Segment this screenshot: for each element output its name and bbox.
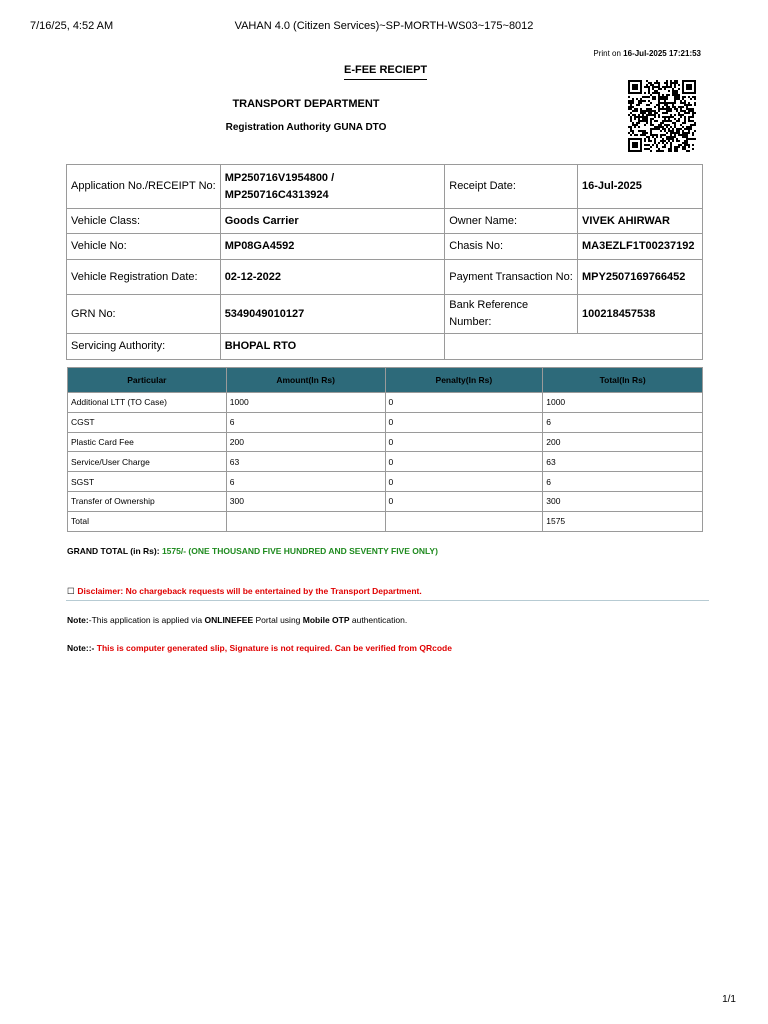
fee-table: [67, 367, 703, 532]
print-on-label: Print on: [593, 49, 621, 58]
column-header-penalty: Penalty(In Rs): [385, 368, 543, 393]
total-cell: 1000: [543, 393, 703, 413]
info-row: [67, 165, 703, 209]
owner-name-label: Owner Name:: [445, 209, 578, 234]
print-on-value: 16-Jul-2025 17:21:53: [623, 49, 701, 58]
amount-cell: 1000: [226, 393, 385, 413]
penalty-cell: 0: [385, 452, 543, 472]
owner-name-value: VIVEK AHIRWAR: [577, 209, 702, 234]
particular-cell: SGST: [68, 472, 227, 492]
amount-cell: 63: [226, 452, 385, 472]
penalty-cell: [385, 511, 543, 531]
vehicle-no-value: MP08GA4592: [220, 234, 445, 260]
disclaimer: [67, 586, 422, 597]
table-row: [68, 491, 703, 511]
authority-title: Registration Authority GUNA DTO: [225, 122, 387, 133]
table-row: [68, 452, 703, 472]
servicing-authority-value: BHOPAL RTO: [220, 334, 445, 360]
vehicle-class-value: Goods Carrier: [220, 209, 445, 234]
bank-reference-label: Bank Reference Number:: [445, 295, 578, 334]
amount-cell: 6: [226, 412, 385, 432]
amount-cell: 300: [226, 491, 385, 511]
receipt-date-value: 16-Jul-2025: [577, 165, 702, 209]
note2-prefix: Note::-: [67, 643, 95, 653]
vehicle-class-label: Vehicle Class:: [67, 209, 221, 234]
particular-cell: CGST: [68, 412, 227, 432]
print-on: [593, 49, 701, 58]
penalty-cell: 0: [385, 412, 543, 432]
column-header-amount: Amount(In Rs): [226, 368, 385, 393]
note-signature: [67, 643, 452, 653]
department-title: TRANSPORT DEPARTMENT: [232, 98, 380, 110]
total-cell: 6: [543, 412, 703, 432]
note-auth: Mobile OTP: [302, 615, 350, 625]
info-row: [67, 334, 703, 360]
chasis-no-value: MA3EZLF1T00237192: [577, 234, 702, 260]
application-no-line-1: MP250716V1954800 /: [224, 171, 335, 184]
info-row: [67, 234, 703, 260]
note-prefix: Note:: [67, 615, 89, 625]
info-row: [67, 209, 703, 234]
empty-cell: [445, 334, 703, 360]
fee-table-header: [68, 368, 703, 393]
table-row: [68, 412, 703, 432]
info-row: [67, 260, 703, 295]
total-cell: 1575: [543, 511, 703, 531]
registration-date-label: Vehicle Registration Date:: [67, 260, 221, 295]
checkbox-icon: ☐: [67, 586, 75, 596]
application-no-value: [220, 165, 445, 209]
divider: [66, 600, 709, 601]
total-cell: 6: [543, 472, 703, 492]
page-number: 1/1: [722, 994, 736, 1005]
note-text-b: Portal using: [253, 615, 303, 625]
particular-cell: Total: [68, 511, 227, 531]
particular-cell: Additional LTT (TO Case): [68, 393, 227, 413]
penalty-cell: 0: [385, 432, 543, 452]
note-text-c: authentication.: [349, 615, 408, 625]
amount-cell: 6: [226, 472, 385, 492]
pdf-header-datetime: 7/16/25, 4:52 AM: [30, 20, 114, 32]
total-cell: 300: [543, 491, 703, 511]
table-row: [68, 393, 703, 413]
table-row: [68, 472, 703, 492]
column-header-total: Total(In Rs): [543, 368, 703, 393]
receipt-date-label: Receipt Date:: [445, 165, 578, 209]
particular-cell: Plastic Card Fee: [68, 432, 227, 452]
disclaimer-text: Disclaimer: No chargeback requests will be entertained by the Transport Department.: [77, 586, 422, 596]
amount-cell: [226, 511, 385, 531]
vehicle-no-label: Vehicle No:: [67, 234, 221, 260]
document-title: E-FEE RECIEPT: [344, 64, 427, 80]
grand-total-label: GRAND TOTAL (in Rs):: [67, 546, 160, 556]
grn-no-label: GRN No:: [67, 295, 221, 334]
bank-reference-value: 100218457538: [577, 295, 702, 334]
note-portal: ONLINEFEE: [204, 615, 254, 625]
receipt-info-table: [66, 164, 703, 360]
total-cell: 63: [543, 452, 703, 472]
note2-text: This is computer generated slip, Signature is not required. Can be verified from QRcode: [94, 643, 452, 653]
application-no-label: Application No./RECEIPT No:: [67, 165, 221, 209]
payment-transaction-value: MPY2507169766452: [577, 260, 702, 295]
grand-total-value: 1575/- (ONE THOUSAND FIVE HUNDRED AND SEVENTY FIVE ONLY): [161, 546, 438, 556]
particular-cell: Transfer of Ownership: [68, 491, 227, 511]
penalty-cell: 0: [385, 491, 543, 511]
column-header-particular: Particular: [68, 368, 227, 393]
servicing-authority-label: Servicing Authority:: [67, 334, 221, 360]
pdf-header-title: VAHAN 4.0 (Citizen Services)~SP-MORTH-WS03~175~8012: [234, 20, 534, 32]
info-row: [67, 295, 703, 334]
note-text-a: -This application is applied via: [88, 615, 205, 625]
registration-date-value: 02-12-2022: [220, 260, 445, 295]
particular-cell: Service/User Charge: [68, 452, 227, 472]
table-row-total: [68, 511, 703, 531]
amount-cell: 200: [226, 432, 385, 452]
table-row: [68, 432, 703, 452]
total-cell: 200: [543, 432, 703, 452]
application-no-line-2: MP250716C4313924: [224, 188, 329, 201]
penalty-cell: 0: [385, 472, 543, 492]
note-onlinefee: [67, 615, 407, 625]
grn-no-value: 5349049010127: [220, 295, 445, 334]
penalty-cell: 0: [385, 393, 543, 413]
grand-total: [67, 546, 438, 556]
chasis-no-label: Chasis No:: [445, 234, 578, 260]
qr-code-icon: [628, 80, 696, 152]
payment-transaction-label: Payment Transaction No:: [445, 260, 578, 295]
